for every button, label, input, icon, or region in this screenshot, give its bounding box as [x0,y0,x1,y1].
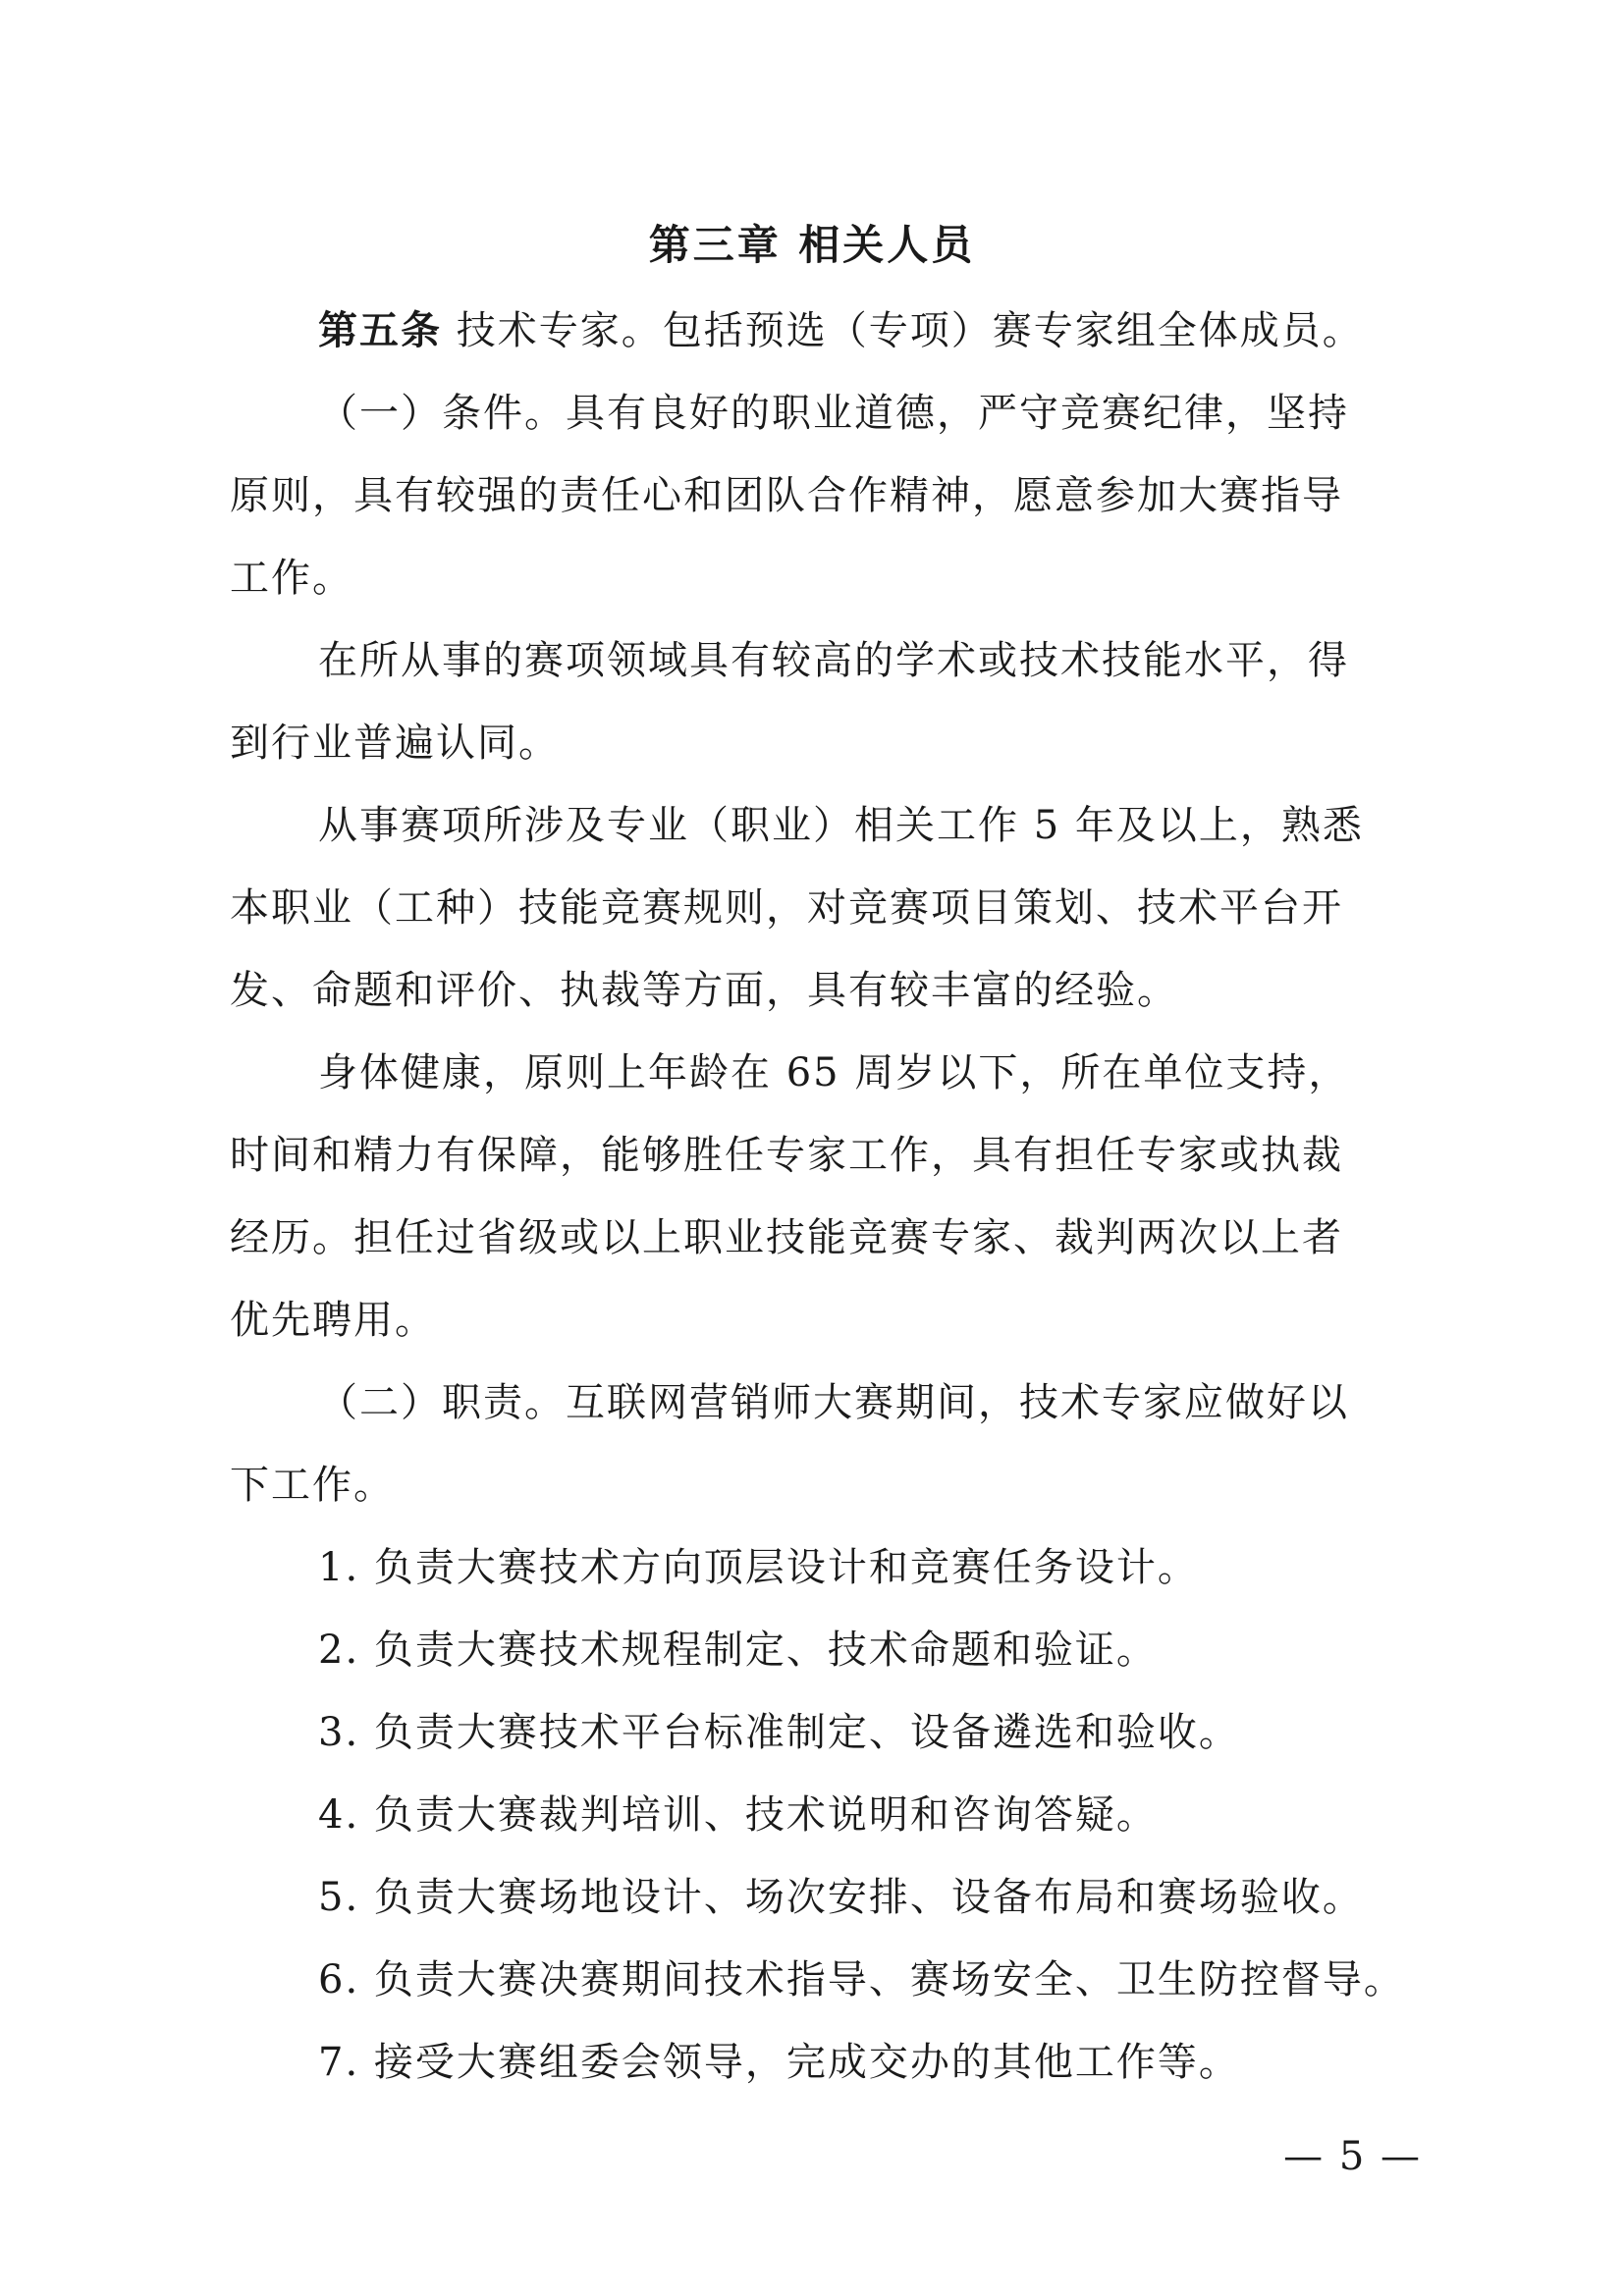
article-5-text: 技术专家。包括预选（专项）赛专家组全体成员。 [442,308,1364,353]
body-text [230,290,1418,2104]
paragraph-line: 优先聘用。 [230,1298,436,1343]
paragraph-line: 经历。担任过省级或以上职业技能竞赛专家、裁判两次以上者 [230,1215,1343,1260]
paragraph-line: 本职业（工种）技能竞赛规则，对竞赛项目策划、技术平台开 [230,885,1343,931]
paragraph-line: 在所从事的赛项领域具有较高的学术或技术技能水平，得 [318,638,1349,683]
paragraph-line: 工作。 [230,556,353,601]
paragraph-line: 时间和精力有保障，能够胜任专家工作，具有担任专家或执裁 [230,1133,1343,1178]
paragraph-line: 身体健康，原则上年龄在 65 周岁以下，所在单位支持， [318,1050,1350,1095]
chapter-title: 第三章 相关人员 [648,221,976,269]
list-item: 2. 负责大赛技术规程制定、技术命题和验证。 [318,1628,1158,1673]
list-item: 4. 负责大赛裁判培训、技术说明和咨询答疑。 [318,1792,1158,1838]
list-item: 3. 负责大赛技术平台标准制定、设备遴选和验收。 [318,1710,1240,1755]
paragraph-line: 下工作。 [230,1463,395,1508]
list-item: 5. 负责大赛场地设计、场次安排、设备布局和赛场验收。 [318,1875,1364,1920]
page-number: — 5 — [1283,2134,1422,2179]
list-item: 1. 负责大赛技术方向顶层设计和竞赛任务设计。 [318,1545,1199,1590]
article-5-line [318,290,1418,372]
paragraph-line: 发、命题和评价、执裁等方面，具有较丰富的经验。 [230,968,1178,1013]
paragraph-line: 原则，具有较强的责任心和团队合作精神，愿意参加大赛指导 [230,473,1343,518]
list-item: 7. 接受大赛组委会领导，完成交办的其他工作等。 [318,2040,1240,2085]
article-5-label: 第五条 [318,308,442,353]
paragraph-line: 从事赛项所涉及专业（职业）相关工作 5 年及以上，熟悉 [318,803,1364,848]
paragraph-line: （二）职责。互联网营销师大赛期间，技术专家应做好以 [318,1380,1349,1425]
paragraph-line: 到行业普遍认同。 [230,721,560,766]
list-item: 6. 负责大赛决赛期间技术指导、赛场安全、卫生防控督导。 [318,1957,1405,2002]
paragraph-line: （一）条件。具有良好的职业道德，严守竞赛纪律，坚持 [318,391,1349,436]
